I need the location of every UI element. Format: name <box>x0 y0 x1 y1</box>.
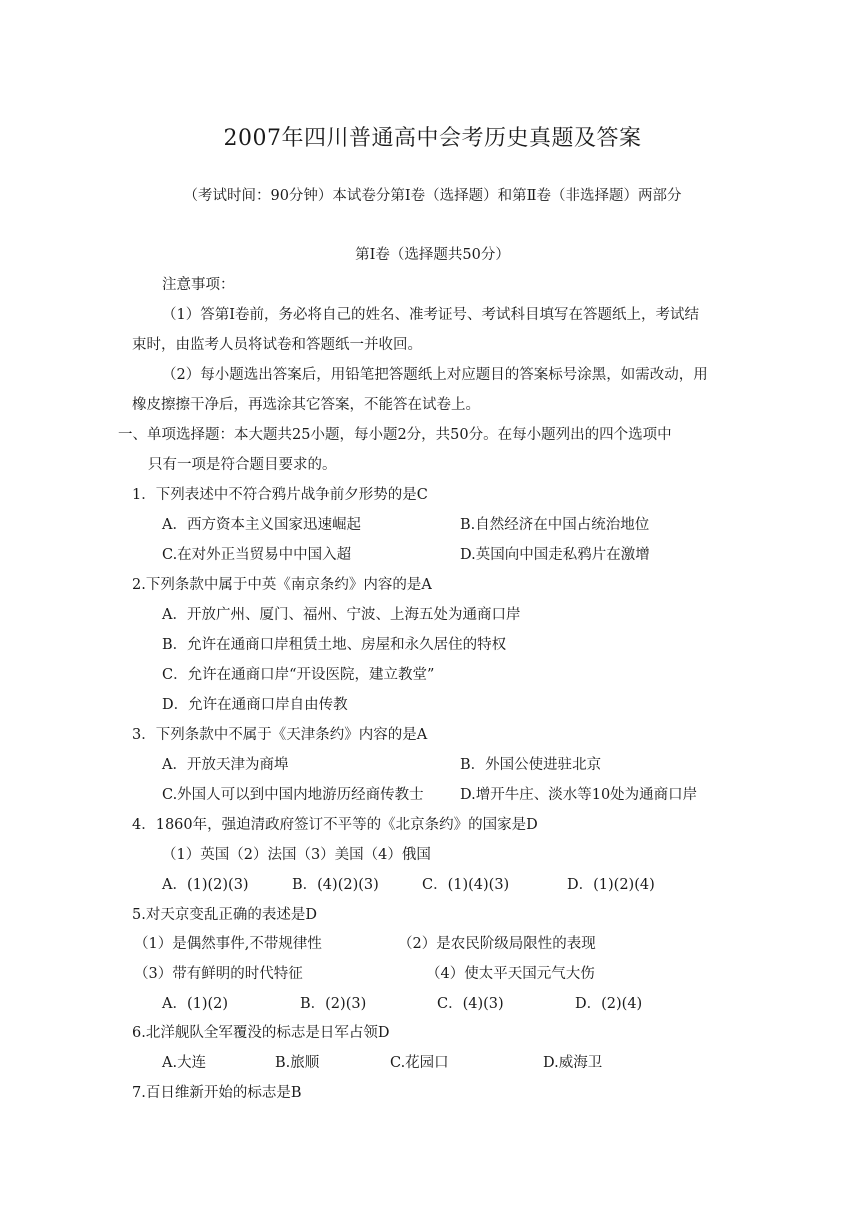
question-2-option-d: D．允许在通商口岸自由传教 <box>162 697 348 713</box>
question-2-stem: 2.下列条款中属于中英《南京条约》内容的是A <box>132 577 432 593</box>
question-3-stem: 3．下列条款中不属于《天津条约》内容的是A <box>132 727 428 743</box>
question-4-stem: 4．1860年，强迫清政府签订不平等的《北京条约》的国家是D <box>132 817 538 833</box>
question-4-option-b: B．(4)(2)(3) <box>292 877 379 893</box>
question-2-option-a: A．开放广州、厦门、福州、宁波、上海五处为通商口岸 <box>162 607 521 623</box>
question-6-option-b: B.旅顺 <box>275 1055 320 1071</box>
question-4-option-a: A．(1)(2)(3) <box>162 877 249 893</box>
question-4-option-d: D．(1)(2)(4) <box>567 877 655 893</box>
question-1-option-c: C.在对外正当贸易中中国入超 <box>162 547 352 563</box>
question-5-item-3: （3）带有鲜明的时代特征 <box>134 966 303 982</box>
exam-subtitle: （考试时间：90分钟）本试卷分第Ⅰ卷（选择题）和第Ⅱ卷（非选择题）两部分 <box>183 188 682 204</box>
page-title: 2007年四川普通高中会考历史真题及答案 <box>223 126 642 151</box>
question-5-stem: 5.对天京变乱正确的表述是D <box>132 907 317 923</box>
question-3-option-a: A．开放天津为商埠 <box>162 757 289 773</box>
question-4-sub-items: （1）英国（2）法国（3）美国（4）俄国 <box>162 847 431 863</box>
question-1-option-b: B.自然经济在中国占统治地位 <box>460 517 650 533</box>
question-2-option-c: C．允许在通商口岸“开设医院，建立教堂” <box>162 667 435 683</box>
question-6-option-d: D.威海卫 <box>543 1055 603 1071</box>
question-5-item-2: （2）是农民阶级局限性的表现 <box>398 936 596 952</box>
question-5-option-c: C．(4)(3) <box>437 996 504 1012</box>
question-1-option-a: A．西方资本主义国家迅速崛起 <box>162 517 361 533</box>
notes-heading: 注意事项： <box>162 277 235 293</box>
question-6-option-c: C.花园口 <box>390 1055 449 1071</box>
question-6-stem: 6.北洋舰队全军覆没的标志是日军占领D <box>132 1025 390 1041</box>
part-1-instructions-line-2: 只有一项是符合题目要求的。 <box>148 457 337 473</box>
question-5-option-a: A．(1)(2) <box>162 996 229 1012</box>
question-6-option-a: A.大连 <box>162 1055 207 1071</box>
question-5-item-4: （4）使太平天国元气大伤 <box>426 966 595 982</box>
question-5-option-d: D．(2)(4) <box>575 996 643 1012</box>
note-1-line-1: （1）答第Ⅰ卷前，务必将自己的姓名、准考证号、考试科目填写在答题纸上，考试结 <box>162 307 699 323</box>
note-1-line-2: 束时，由监考人员将试卷和答题纸一并收回。 <box>132 337 422 353</box>
question-7-stem: 7.百日维新开始的标志是B <box>132 1085 302 1101</box>
note-2-line-2: 橡皮擦擦干净后，再选涂其它答案，不能答在试卷上。 <box>132 397 480 413</box>
part-1-instructions-line-1: 一、单项选择题：本大题共25小题，每小题2分，共50分。在每小题列出的四个选项中 <box>118 427 672 443</box>
question-3-option-d: D.增开牛庄、淡水等10处为通商口岸 <box>460 787 698 803</box>
question-5-option-b: B．(2)(3) <box>300 996 367 1012</box>
question-3-option-b: B．外国公使进驻北京 <box>460 757 602 773</box>
question-1-stem: 1．下列表述中不符合鸦片战争前夕形势的是C <box>132 487 428 503</box>
section-heading: 第Ⅰ卷（选择题共50分） <box>355 247 510 263</box>
question-3-option-c: C.外国人可以到中国内地游历经商传教士 <box>162 787 424 803</box>
question-1-option-d: D.英国向中国走私鸦片在激增 <box>460 547 650 563</box>
question-2-option-b: B．允许在通商口岸租赁土地、房屋和永久居住的特权 <box>162 637 507 653</box>
note-2-line-1: （2）每小题选出答案后，用铅笔把答题纸上对应题目的答案标号涂黑，如需改动，用 <box>162 367 708 383</box>
question-4-option-c: C．(1)(4)(3) <box>422 877 510 893</box>
question-5-item-1: （1）是偶然事件,不带规律性 <box>134 936 322 952</box>
